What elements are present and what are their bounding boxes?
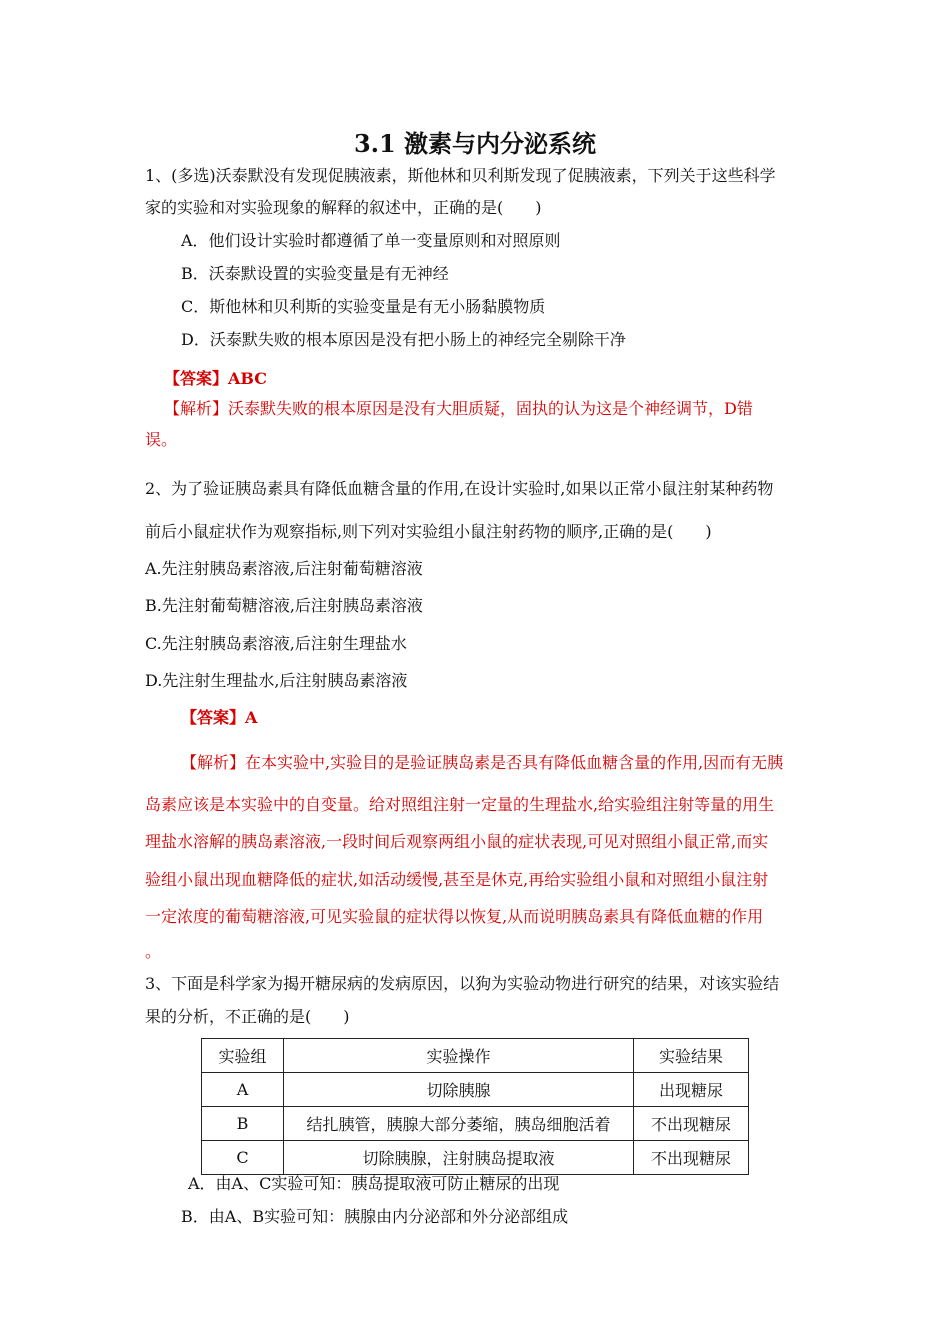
q1-analysis-line2: 误。 [145, 430, 178, 449]
q1-option-d: D．沃泰默失败的根本原因是没有把小肠上的神经完全剔除干净 [181, 330, 626, 349]
q1-option-b: B．沃泰默设置的实验变量是有无神经 [181, 264, 449, 283]
q2-option-c: C.先注射胰岛素溶液,后注射生理盐水 [145, 634, 407, 653]
q2-analysis-line6: 。 [145, 942, 162, 961]
q3-option-a: A．由A、C实验可知：胰岛提取液可防止糖尿的出现 [188, 1174, 560, 1193]
table-header: 实验操作 [284, 1039, 634, 1073]
table-header-row [202, 1039, 749, 1073]
q3-stem-line1: 3、下面是科学家为揭开糖尿病的发病原因，以狗为实验动物进行研究的结果，对该实验结 [145, 974, 780, 993]
q1-stem-line2: 家的实验和对实验现象的解释的叙述中，正确的是( ) [145, 198, 542, 217]
q1-stem-line1: 1、(多选)沃泰默没有发现促胰液素，斯他林和贝利斯发现了促胰液素，下列关于这些科学 [145, 166, 776, 185]
table-cell: 切除胰腺，注射胰岛提取液 [284, 1141, 634, 1175]
table-row [202, 1107, 749, 1141]
table-cell: 出现糖尿 [634, 1073, 749, 1107]
table-row [202, 1073, 749, 1107]
q2-analysis-line3: 理盐水溶解的胰岛素溶液,一段时间后观察两组小鼠的症状表现,可见对照组小鼠正常,而实 [145, 832, 769, 851]
q3-stem-line2: 果的分析，不正确的是( ) [145, 1007, 350, 1026]
q1-analysis-line1: 【解析】沃泰默失败的根本原因是没有大胆质疑，固执的认为这是个神经调节，D错 [164, 399, 753, 418]
table-cell: 不出现糖尿 [634, 1141, 749, 1175]
table-cell: A [202, 1073, 284, 1107]
table-cell: 不出现糖尿 [634, 1107, 749, 1141]
q2-answer: 【答案】A [181, 708, 258, 727]
q3-option-b: B．由A、B实验可知：胰腺由内分泌部和外分泌部组成 [181, 1207, 569, 1226]
q2-stem-line1: 2、为了验证胰岛素具有降低血糖含量的作用,在设计实验时,如果以正常小鼠注射某种药物 [145, 479, 774, 498]
table-row [202, 1141, 749, 1175]
q2-analysis-line4: 验组小鼠出现血糖降低的症状,如活动缓慢,甚至是休克,再给实验组小鼠和对照组小鼠注射 [145, 870, 769, 889]
table-cell: C [202, 1141, 284, 1175]
q1-answer: 【答案】ABC [164, 369, 267, 388]
table-header: 实验结果 [634, 1039, 749, 1073]
q2-option-b: B.先注射葡萄糖溶液,后注射胰岛素溶液 [145, 596, 423, 615]
q2-analysis-line1: 【解析】在本实验中,实验目的是验证胰岛素是否具有降低血糖含量的作用,因而有无胰 [181, 753, 784, 772]
table-cell: 切除胰腺 [284, 1073, 634, 1107]
table-cell: 结扎胰管，胰腺大部分萎缩，胰岛细胞活着 [284, 1107, 634, 1141]
q2-stem-line2: 前后小鼠症状作为观察指标,则下列对实验组小鼠注射药物的顺序,正确的是( ) [145, 522, 712, 541]
experiment-table [201, 1038, 749, 1175]
q2-option-d: D.先注射生理盐水,后注射胰岛素溶液 [145, 671, 408, 690]
table-cell: B [202, 1107, 284, 1141]
page-title: 3.1 激素与内分泌系统 [353, 129, 597, 158]
q2-analysis-line2: 岛素应该是本实验中的自变量。给对照组注射一定量的生理盐水,给实验组注射等量的用生 [145, 795, 775, 814]
q1-option-a: A．他们设计实验时都遵循了单一变量原则和对照原则 [181, 231, 561, 250]
table-header: 实验组 [202, 1039, 284, 1073]
q1-option-c: C．斯他林和贝利斯的实验变量是有无小肠黏膜物质 [181, 297, 546, 316]
q2-option-a: A.先注射胰岛素溶液,后注射葡萄糖溶液 [145, 559, 423, 578]
q2-analysis-line5: 一定浓度的葡萄糖溶液,可见实验鼠的症状得以恢复,从而说明胰岛素具有降低血糖的作用 [145, 907, 764, 926]
